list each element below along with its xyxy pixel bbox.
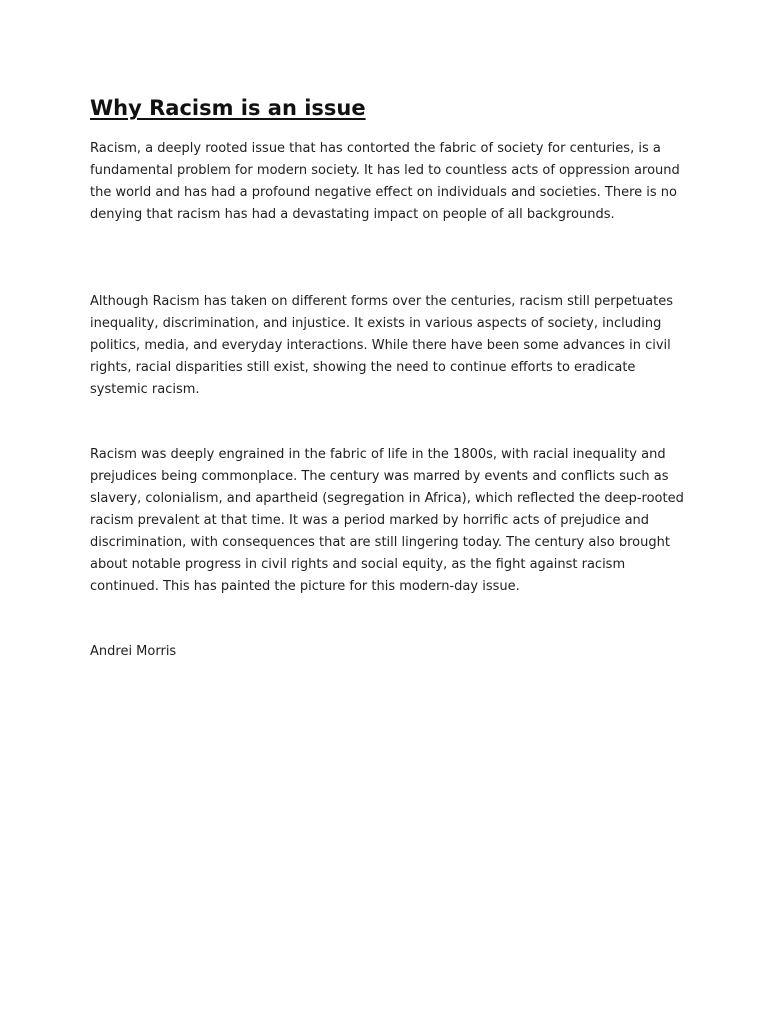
document-title: Why Racism is an issue [90,96,366,120]
author-name: Andrei Morris [90,644,177,659]
paragraph-2: Although Racism has taken on different forms over the centuries, racism still perpetuates inequality, discrimination, and injustice. It exists in various aspects of society, including politics, media, and everyday interactions. While there have been some advances in civil rights, racial disparities still exist, showing the need to continue efforts to eradicate systemic racism. [90,294,673,397]
paragraph-1: Racism, a deeply rooted issue that has contorted the fabric of society for centuries, is a fundamental problem for modern society. It has led to countless acts of oppression around the world and has had a profound negative effect on individuals and societies. There is no denying that racism has had a devastating impact on people of all backgrounds. [90,141,680,222]
paragraph-3: Racism was deeply engrained in the fabric of life in the 1800s, with racial inequality and prejudices being commonplace. The century was marred by events and conflicts such as slavery, colonialism, and apartheid (segregation in Africa), which reflected the deep-rooted racism prevalent at that time. It was a period marked by horrific acts of prejudice and discrimination, with consequences that are still lingering today. The century also brought about notable progress in civil rights and social equity, as the fight against racism continued. This has painted the picture for this modern-day issue. [90,447,684,594]
